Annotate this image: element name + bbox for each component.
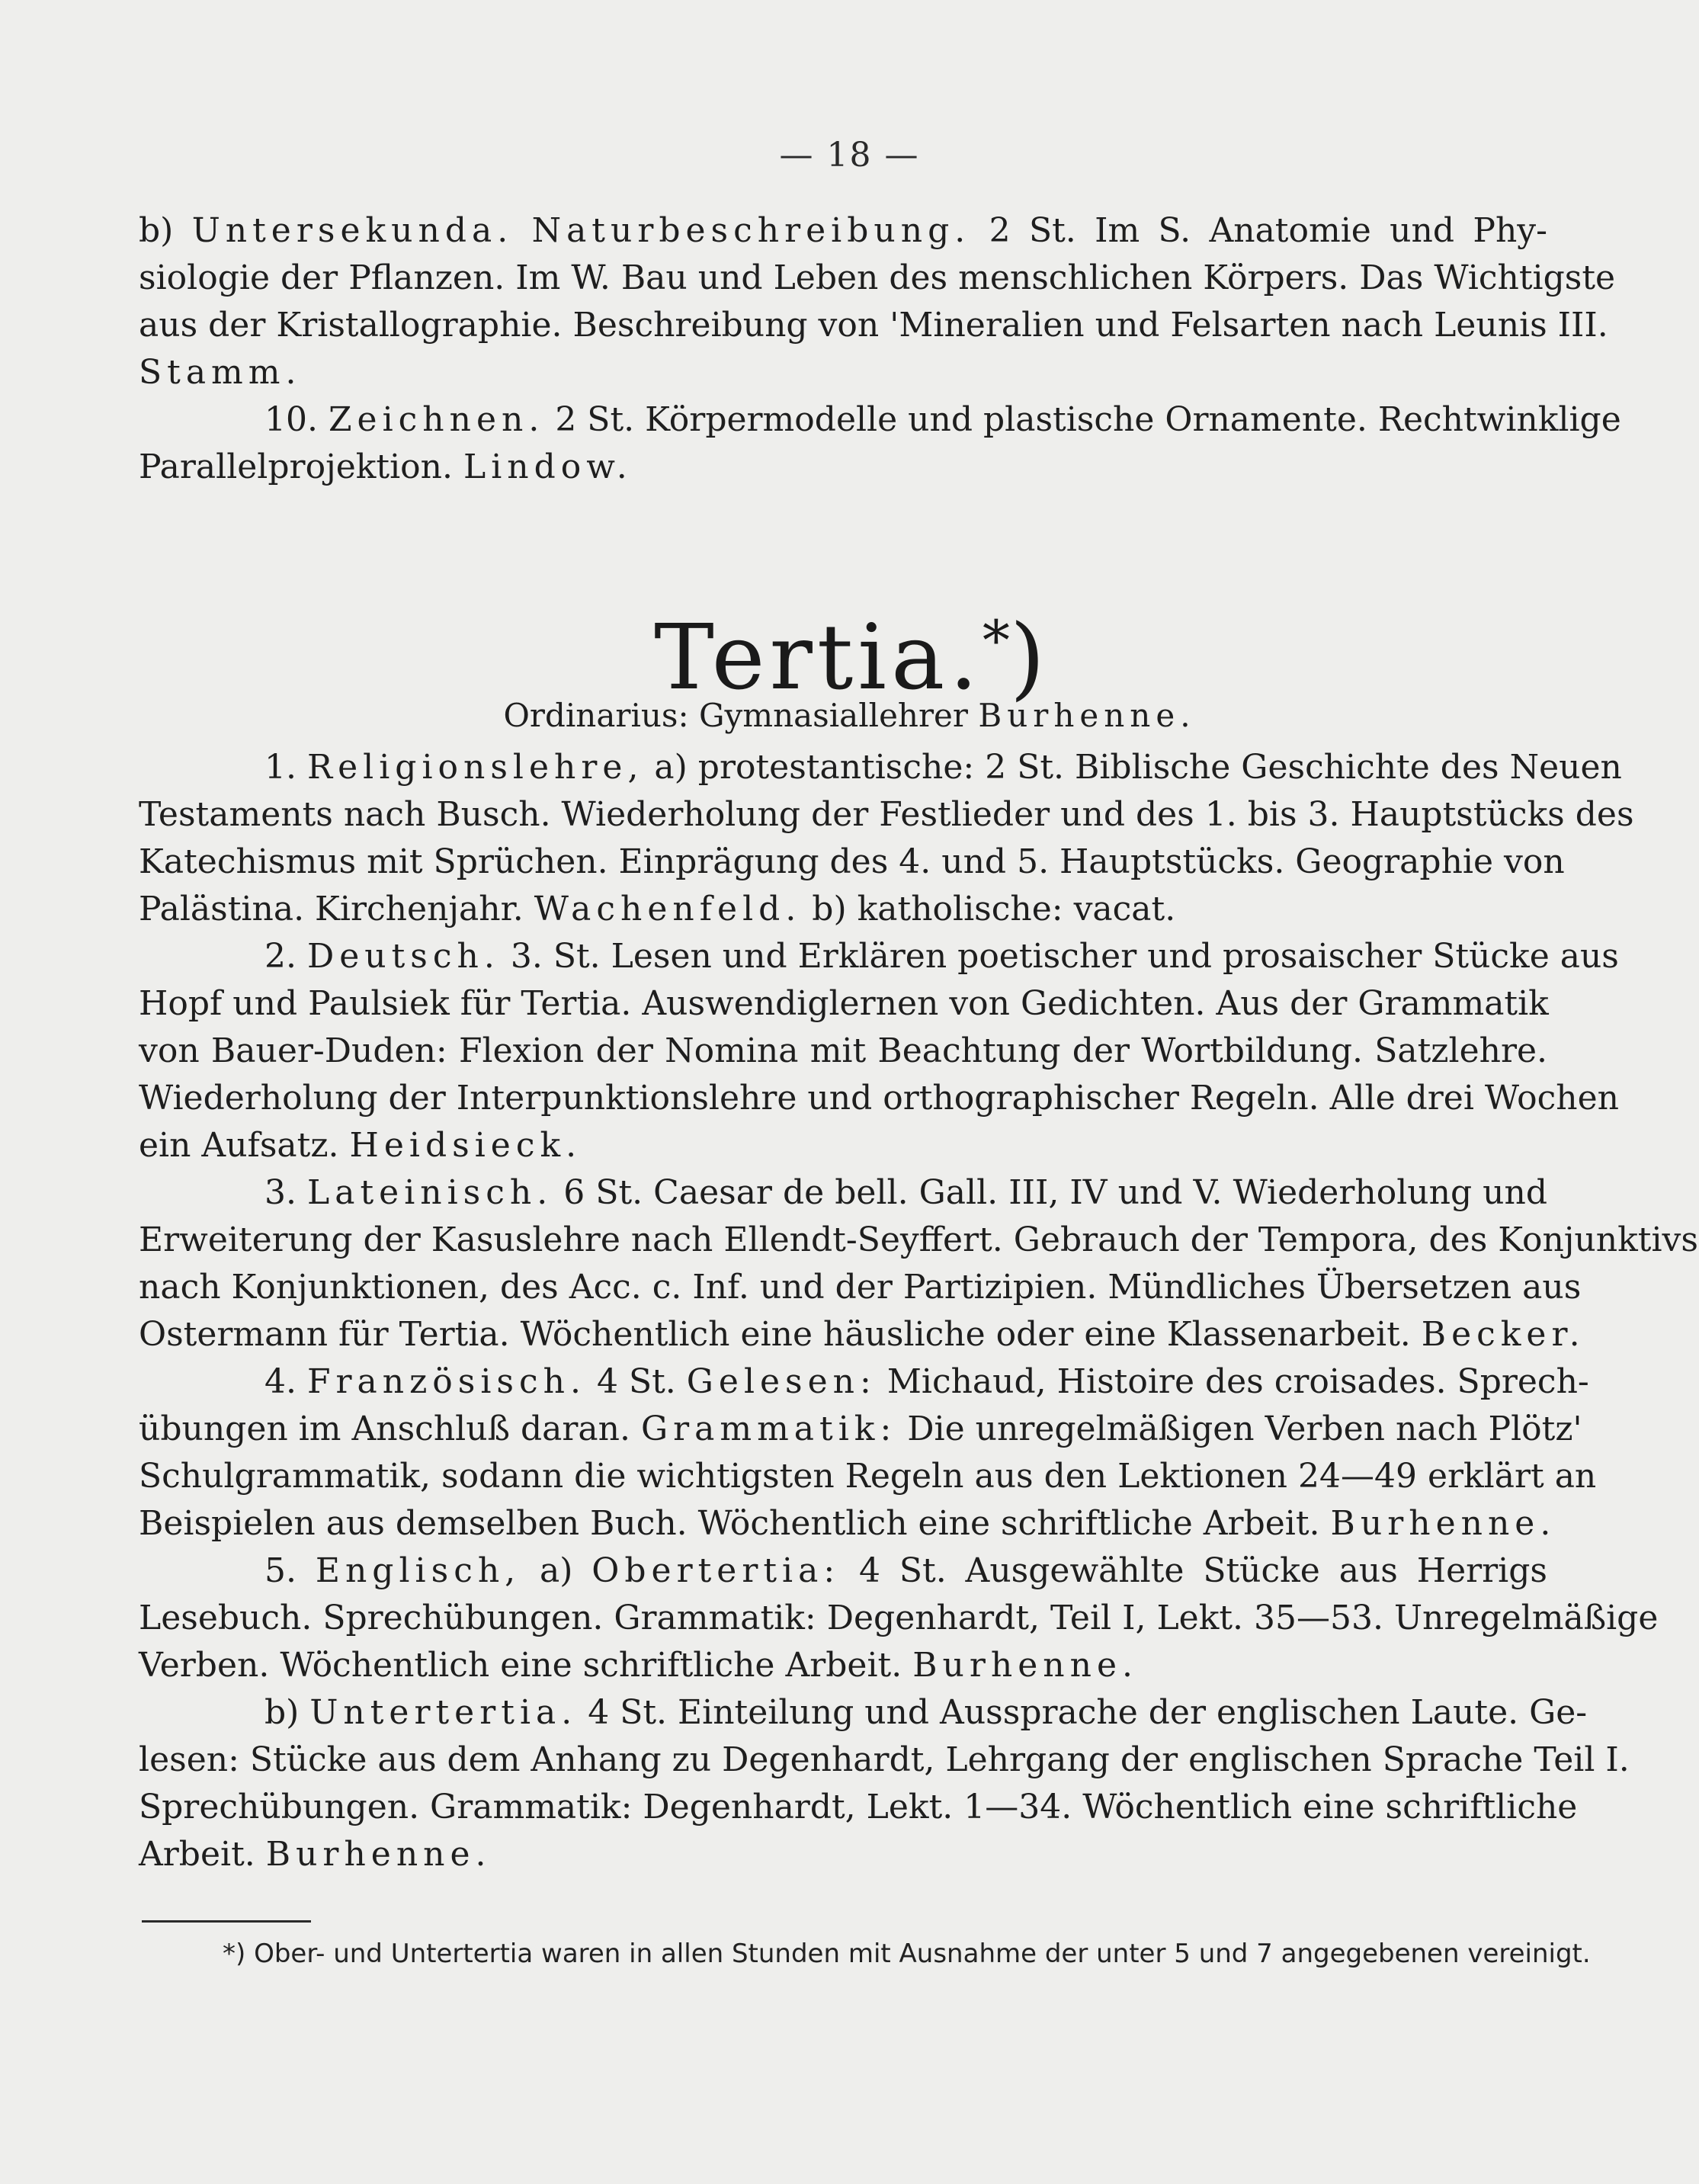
spaced-term: Zeichnen. [328, 400, 545, 439]
text-line [139, 1358, 1589, 1406]
text-line [139, 1595, 1659, 1642]
text-line [139, 396, 1621, 444]
spaced-term: Untersekunda. [191, 211, 514, 250]
text-line [139, 1500, 1556, 1547]
spaced-term: Burhenne. [1330, 1504, 1556, 1543]
text-run: 1. [264, 748, 307, 787]
text-run: 4 St. Ausgewählte Stücke aus Herrigs [840, 1551, 1547, 1590]
text-run: 10. [264, 400, 329, 439]
spaced-term: Burhenne. [265, 1835, 492, 1874]
text-run: Wiederholung der Interpunktionslehre und orthographischer Regeln. Alle drei Wochen [139, 1079, 1619, 1118]
ordinarius-line [0, 692, 1699, 739]
text-run: 6 St. Caesar de bell. Gall. III, IV und V. Wiederholung und [553, 1173, 1547, 1212]
text-run: 3. [264, 1173, 308, 1212]
footnote-text: *) Ober- und Untertertia waren in allen Stunden mit Ausnahme der unter 5 und 7 angegebenen vereinigt. [223, 1939, 1591, 1969]
text-line [139, 1689, 1588, 1737]
text-run: 2. [264, 937, 307, 976]
spaced-term: Grammatik: [640, 1409, 897, 1448]
text-run: Katechismus mit Sprüchen. Einprägung des 4. und 5. Hauptstücks. Geographie von [139, 842, 1565, 881]
text-line [139, 302, 1608, 349]
text-line [139, 349, 1547, 396]
text-run: a) protestantische: 2 St. Biblische Geschichte des Neuen [643, 748, 1622, 787]
text-line [139, 1264, 1582, 1311]
text-line [139, 1122, 1547, 1169]
text-run: Lesebuch. Sprechübungen. Grammatik: Degenhardt, Teil I, Lekt. 35—53. Unregelmäßige [139, 1599, 1659, 1637]
text-line [139, 1169, 1547, 1217]
text-line [139, 933, 1619, 980]
text-line [139, 1737, 1630, 1784]
spaced-term: Becker. [1421, 1315, 1585, 1354]
text-line [139, 1547, 1547, 1595]
spaced-term: Naturbeschreibung. [531, 211, 971, 250]
ordinarius-name: Burhenne. [978, 697, 1196, 734]
heading-title: Tertia. [654, 605, 983, 710]
spaced-term: Gelesen: [686, 1362, 877, 1401]
text-run: Testaments nach Busch. Wiederholung der Festlieder und des 1. bis 3. Hauptstücks des [139, 795, 1634, 834]
text-line [139, 1406, 1582, 1453]
heading-footnote-paren: ) [1009, 605, 1045, 710]
text-run: b) [139, 211, 192, 250]
text-line [139, 980, 1547, 1028]
text-run: Palästina. Kirchenjahr. [139, 890, 534, 928]
text-run: 4 St. Einteilung und Aussprache der englischen Laute. Ge- [577, 1693, 1588, 1732]
text-line [139, 1642, 1547, 1689]
text-run: b) [264, 1693, 310, 1732]
text-run: Hopf und Paulsiek für Tertia. Auswendiglernen von Gedichten. Aus der Grammatik [139, 984, 1549, 1023]
text-line [139, 839, 1565, 886]
spaced-term: Religionslehre, [306, 748, 644, 787]
ordinarius-label: Ordinarius: Gymnasiallehrer [503, 697, 979, 734]
text-run: 5. [264, 1551, 316, 1590]
spaced-term: Obertertia: [591, 1551, 841, 1590]
spaced-term: Deutsch. [306, 937, 500, 976]
text-line [139, 886, 1547, 933]
spaced-term: Lindow. [463, 447, 633, 486]
text-line [139, 444, 1547, 491]
text-run: Beispielen aus demselben Buch. Wöchentlich eine schriftliche Arbeit. [139, 1504, 1331, 1543]
text-run: von Bauer-Duden: Flexion der Nomina mit Beachtung der Wortbildung. Satzlehre. [139, 1031, 1547, 1070]
page-number: — 18 — [779, 136, 920, 175]
text-run: 4. [264, 1362, 307, 1401]
text-run: aus der Kristallographie. Beschreibung von 'Mineralien und Felsarten nach Leunis III. [139, 306, 1608, 345]
text-line [139, 255, 1616, 302]
heading-footnote-marker: * [982, 608, 1010, 672]
text-line [139, 1217, 1698, 1264]
text-run: lesen: Stücke aus dem Anhang zu Degenhardt, Lehrgang der englischen Sprache Teil I. [139, 1740, 1630, 1779]
text-run: 2 St. Im S. Anatomie und Phy- [970, 211, 1548, 250]
text-run: übungen im Anschluß daran. [139, 1409, 641, 1448]
spaced-term: Heidsieck. [349, 1126, 582, 1165]
text-run: Sprechübungen. Grammatik: Degenhardt, Lekt. 1—34. Wöchentlich eine schriftliche [139, 1788, 1578, 1826]
text-run: ein Aufsatz. [139, 1126, 350, 1165]
text-run [513, 211, 531, 250]
text-line [139, 1453, 1597, 1500]
text-run: 4 St. [585, 1362, 687, 1401]
text-run: Verben. Wöchentlich eine schriftliche Arbeit. [139, 1646, 913, 1685]
text-run: 3. St. Lesen und Erklären poetischer und prosaischer Stücke aus [499, 937, 1619, 976]
spaced-term: Englisch, [315, 1551, 521, 1590]
text-run: Michaud, Histoire des croisades. Sprech- [876, 1362, 1589, 1401]
footnote-divider [142, 1920, 311, 1923]
spaced-term: Lateinisch. [307, 1173, 553, 1212]
text-line [139, 1784, 1578, 1831]
text-run: Parallelprojektion. [139, 447, 463, 486]
spaced-term: Wachenfeld. [534, 890, 802, 928]
spaced-term: Untertertia. [309, 1693, 578, 1732]
text-run: Erweiterung der Kasuslehre nach Ellendt-Seyffert. Gebrauch der Tempora, des Konjunktivs [139, 1220, 1698, 1259]
section-main-text [139, 744, 1698, 1878]
text-line [139, 1028, 1547, 1075]
text-run: Ostermann für Tertia. Wöchentlich eine häusliche oder eine Klassenarbeit. [139, 1315, 1422, 1354]
text-line [139, 1311, 1585, 1358]
text-run: nach Konjunktionen, des Acc. c. Inf. und der Partizipien. Mündliches Übersetzen aus [139, 1268, 1582, 1307]
spaced-term: Burhenne. [912, 1646, 1138, 1685]
spaced-term: Stamm. [139, 353, 302, 392]
text-run: b) katholische: vacat. [801, 890, 1176, 928]
text-line [139, 1075, 1619, 1122]
text-line [139, 207, 1547, 255]
text-run: a) [521, 1551, 592, 1590]
spaced-term: Französisch. [306, 1362, 586, 1401]
text-run: Arbeit. [139, 1835, 266, 1874]
text-line [139, 1831, 1547, 1878]
section-top-text [139, 207, 1621, 491]
text-line [139, 791, 1634, 839]
text-run: 2 St. Körpermodelle und plastische Ornamente. Rechtwinklige [544, 400, 1621, 439]
text-run: Schulgrammatik, sodann die wichtigsten Regeln aus den Lektionen 24—49 erklärt an [139, 1457, 1597, 1496]
text-run: siologie der Pflanzen. Im W. Bau und Leben des menschlichen Körpers. Das Wichtigste [139, 258, 1616, 297]
text-line [139, 744, 1622, 791]
text-run: Die unregelmäßigen Verben nach Plötz' [896, 1409, 1582, 1448]
